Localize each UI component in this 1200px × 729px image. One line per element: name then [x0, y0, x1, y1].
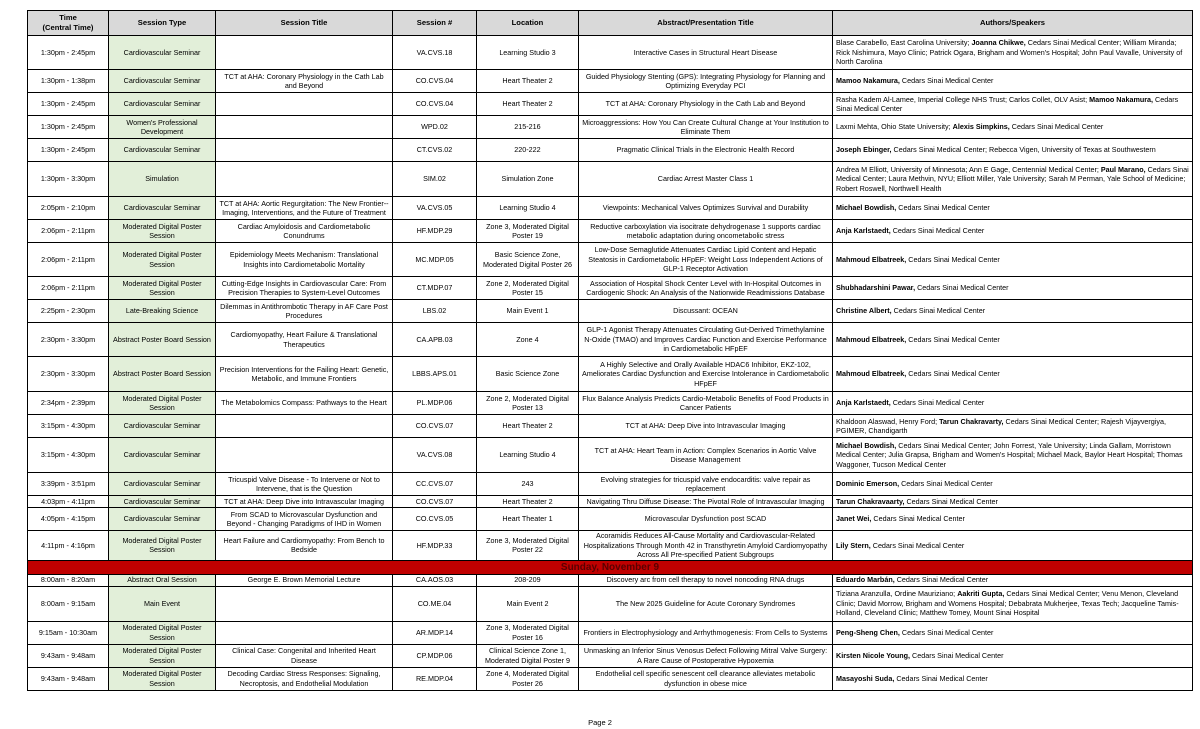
session-type-cell: Cardiovascular Seminar: [109, 93, 216, 116]
session-type-cell: Cardiovascular Seminar: [109, 197, 216, 220]
author-text: Cedars Sinai Medical Center: [891, 306, 986, 316]
session-type-cell: Moderated Digital Poster Session: [109, 621, 216, 644]
time-cell: 9:15am - 10:30am: [28, 621, 109, 644]
abstract-title-cell: Microvascular Dysfunction post SCAD: [579, 508, 833, 531]
authors-cell: [833, 70, 1193, 93]
session-title-cell: [216, 36, 393, 70]
author-text: Cedars Sinai Medical Center: [871, 514, 965, 524]
cedars-speaker-name: Peng-Sheng Chen,: [836, 627, 900, 637]
cedars-speaker-name: Anja Karlstaedt,: [836, 226, 891, 236]
session-title-cell: Cutting-Edge Insights in Cardiovascular Care: From Precision Therapies to System-Level Outcomes: [216, 277, 393, 300]
cedars-speaker-name: Janet Wei,: [836, 514, 872, 524]
session-number-cell: LBS.02: [393, 300, 477, 323]
authors-cell: [833, 139, 1193, 162]
abstract-title-cell: Endothelial cell specific senescent cell clearance alleviates metabolic dysfunction in obese mice: [579, 667, 833, 690]
location-cell: Zone 2, Moderated Digital Poster 13: [477, 392, 579, 415]
abstract-title-cell: The New 2025 Guideline for Acute Coronary Syndromes: [579, 586, 833, 621]
cedars-speaker-name: Joanna Chikwe,: [971, 38, 1026, 48]
session-type-cell: Moderated Digital Poster Session: [109, 667, 216, 690]
session-number-cell: CO.CVS.04: [393, 70, 477, 93]
table-row: [28, 531, 1193, 561]
table-row: [28, 116, 1193, 139]
day-band: Sunday, November 9: [28, 560, 1193, 574]
cedars-speaker-name: Tarun Chakravarty,: [939, 416, 1004, 426]
session-title-cell: [216, 415, 393, 438]
location-cell: 215-216: [477, 116, 579, 139]
location-cell: Zone 3, Moderated Digital Poster 16: [477, 621, 579, 644]
session-number-cell: SIM.02: [393, 162, 477, 197]
authors-cell: [833, 197, 1193, 220]
session-type-cell: Cardiovascular Seminar: [109, 70, 216, 93]
abstract-title-cell: Acoramidis Reduces All-Cause Mortality and Cardiovascular-Related Hospitalizations Through Month 42 in Transthyretin Amyloid Cardiomyopathy Across All Pre-specified Patient Subgroups: [579, 531, 833, 561]
time-cell: 9:43am - 9:48am: [28, 644, 109, 667]
session-title-cell: TCT at AHA: Coronary Physiology in the Cath Lab and Beyond: [216, 70, 393, 93]
session-title-cell: [216, 586, 393, 621]
cedars-speaker-name: Mamoo Nakamura,: [836, 76, 900, 86]
author-text: Cedars Sinai Medical Center: [894, 673, 988, 683]
authors-cell: [833, 162, 1193, 197]
author-text: Cedars Sinai Medical Center; William Miranda; Rick Nishimura, Mayo Clinic; Patrick Ogara, Brigham and Women's Hospital; John Paul Vavalle, University of North Carolina: [836, 38, 1183, 67]
session-type-cell: Simulation: [109, 162, 216, 197]
location-cell: Zone 3, Moderated Digital Poster 19: [477, 220, 579, 243]
abstract-title-cell: Flux Balance Analysis Predicts Cardio-Metabolic Benefits of Food Products in Cancer Patients: [579, 392, 833, 415]
session-type-cell: Moderated Digital Poster Session: [109, 277, 216, 300]
authors-cell: [833, 508, 1193, 531]
author-text: Cedars Sinai Medical Center: [836, 94, 1179, 113]
cedars-speaker-name: Aakriti Gupta,: [957, 589, 1005, 599]
sunday-rows: [28, 574, 1193, 690]
table-row: [28, 415, 1193, 438]
author-text: Cedars Sinai Medical Center: [899, 479, 993, 489]
abstract-title-cell: Viewpoints: Mechanical Valves Optimizes Survival and Durability: [579, 197, 833, 220]
table-row: [28, 197, 1193, 220]
table-row: [28, 162, 1193, 197]
abstract-title-cell: Microaggressions: How You Can Create Cultural Change at Your Institution to Eliminate Them: [579, 116, 833, 139]
cedars-speaker-name: Dominic Emerson,: [836, 479, 900, 489]
authors-cell: [833, 323, 1193, 357]
time-cell: 1:30pm - 2:45pm: [28, 93, 109, 116]
abstract-title-cell: Evolving strategies for tricuspid valve endocarditis: valve repair as replacement: [579, 473, 833, 496]
time-cell: 1:30pm - 2:45pm: [28, 36, 109, 70]
author-text: Blase Carabello, East Carolina University;: [836, 38, 972, 48]
time-cell: 2:06pm - 2:11pm: [28, 277, 109, 300]
time-cell: 3:39pm - 3:51pm: [28, 473, 109, 496]
author-text: Cedars Sinai Medical Center; John Forrest, Yale University; Linda Gallam, Morristown Medical Center; Julia Grapsa, Brigham and Women's Hospital; Michael Mack, Baylor Heart Hospital; Thomas Waggoner, Tucson Medical Center: [836, 440, 1183, 469]
time-cell: 4:03pm - 4:11pm: [28, 496, 109, 508]
session-number-cell: CT.CVS.02: [393, 139, 477, 162]
author-text: Cedars Sinai Medical Center: [1009, 122, 1104, 132]
table-row: [28, 574, 1193, 586]
location-cell: Learning Studio 3: [477, 36, 579, 70]
time-cell: 3:15pm - 4:30pm: [28, 415, 109, 438]
schedule-table: [27, 10, 1193, 691]
session-type-cell: Abstract Poster Board Session: [109, 357, 216, 392]
author-text: Cedars Sinai Medical Center; Venu Menon, Cleveland Clinic; David Morrow, Brigham and Womens Hospital; Debabrata Mukherjee, Texas Tech; Jacqueline Tamis-Holland, Cleveland Clinic; Matthew Tomey, Mount Sinai Hospital: [836, 589, 1179, 618]
author-text: Cedars Sinai Medical Center: [906, 334, 1000, 344]
cedars-speaker-name: Mahmoud Elbatreek,: [836, 334, 907, 344]
col-header-session-title: Session Title: [216, 11, 393, 36]
header-row: [28, 11, 1193, 36]
cedars-speaker-name: Paul Marano,: [1100, 164, 1146, 174]
session-number-cell: CT.MDP.07: [393, 277, 477, 300]
session-number-cell: VA.CVS.05: [393, 197, 477, 220]
col-header-session-number: Session #: [393, 11, 477, 36]
time-cell: 9:43am - 9:48am: [28, 667, 109, 690]
location-cell: Zone 4: [477, 323, 579, 357]
session-title-cell: Cardiomyopathy, Heart Failure & Translational Therapeutics: [216, 323, 393, 357]
location-cell: 208-209: [477, 574, 579, 586]
time-cell: 1:30pm - 3:30pm: [28, 162, 109, 197]
time-cell: 1:30pm - 2:45pm: [28, 139, 109, 162]
location-cell: 220-222: [477, 139, 579, 162]
time-cell: 2:25pm - 2:30pm: [28, 300, 109, 323]
table-row: [28, 300, 1193, 323]
location-cell: Heart Theater 2: [477, 93, 579, 116]
abstract-title-cell: Pragmatic Clinical Trials in the Electronic Health Record: [579, 139, 833, 162]
cedars-speaker-name: Tarun Chakravaarty,: [836, 496, 905, 506]
location-cell: Main Event 2: [477, 586, 579, 621]
session-number-cell: CO.CVS.04: [393, 93, 477, 116]
author-text: Tiziana Aranzulla, Ordine Mauriziano;: [836, 589, 958, 599]
session-number-cell: AR.MDP.14: [393, 621, 477, 644]
session-number-cell: CP.MDP.06: [393, 644, 477, 667]
session-type-cell: Abstract Oral Session: [109, 574, 216, 586]
cedars-speaker-name: Masayoshi Suda,: [836, 673, 895, 683]
authors-cell: [833, 621, 1193, 644]
session-title-cell: Epidemiology Meets Mechanism: Translational Insights into Cardiometabolic Mortality: [216, 243, 393, 277]
session-number-cell: CA.APB.03: [393, 323, 477, 357]
session-title-cell: [216, 139, 393, 162]
abstract-title-cell: GLP-1 Agonist Therapy Attenuates Circulating Gut-Derived Trimethylamine N-Oxide (TMAO) and Improves Cardiac Function and Exercise Performance in Cardiometabolic HFpEF: [579, 323, 833, 357]
session-type-cell: Late-Breaking Science: [109, 300, 216, 323]
location-cell: Heart Theater 2: [477, 70, 579, 93]
table-row: [28, 70, 1193, 93]
session-number-cell: RE.MDP.04: [393, 667, 477, 690]
author-text: Cedars Sinai Medical Center: [890, 398, 985, 408]
session-title-cell: From SCAD to Microvascular Dysfunction and Beyond - Changing Paradigms of IHD in Women: [216, 508, 393, 531]
cedars-speaker-name: Christine Albert,: [836, 306, 892, 316]
cedars-speaker-name: Joseph Ebinger,: [836, 145, 892, 155]
abstract-title-cell: Low-Dose Semaglutide Attenuates Cardiac Lipid Content and Hepatic Steatosis in Cardiometabolic HFpEF: Weight Loss Independent Actions of GLP-1 Receptor Activation: [579, 243, 833, 277]
abstract-title-cell: Unmasking an Inferior Sinus Venosus Defect Following Mitral Valve Surgery: A Rare Cause of Postoperative Hypoxemia: [579, 644, 833, 667]
authors-cell: [833, 392, 1193, 415]
location-cell: Zone 3, Moderated Digital Poster 22: [477, 531, 579, 561]
session-title-cell: Tricuspid Valve Disease - To Intervene or Not to Intervene, that is the Question: [216, 473, 393, 496]
abstract-title-cell: Frontiers in Electrophysiology and Arrhythmogenesis: From Cells to Systems: [579, 621, 833, 644]
abstract-title-cell: A Highly Selective and Orally Available HDAC6 Inhibitor, EKZ-102, Ameliorates Cardiac Dysfunction and Exercise Intolerance in Cardiometabolic HFpEF: [579, 357, 833, 392]
table-row: [28, 644, 1193, 667]
session-number-cell: MC.MDP.05: [393, 243, 477, 277]
time-cell: 2:34pm - 2:39pm: [28, 392, 109, 415]
cedars-speaker-name: Eduardo Marbán,: [836, 575, 895, 585]
session-number-cell: VA.CVS.08: [393, 438, 477, 473]
cedars-speaker-name: Michael Bowdish,: [836, 440, 897, 450]
authors-cell: [833, 644, 1193, 667]
abstract-title-cell: TCT at AHA: Deep Dive into Intravascular Imaging: [579, 415, 833, 438]
session-number-cell: WPD.02: [393, 116, 477, 139]
table-row: [28, 323, 1193, 357]
table-row: [28, 667, 1193, 690]
author-text: Cedars Sinai Medical Center: [910, 650, 1004, 660]
cedars-speaker-name: Kirsten Nicole Young,: [836, 650, 911, 660]
author-text: Andrea M Elliott, University of Minnesota; Ann E Gage, Centennial Medical Center;: [836, 164, 1101, 174]
table-row: [28, 438, 1193, 473]
schedule-sheet: [27, 10, 1192, 691]
authors-cell: [833, 243, 1193, 277]
table-row: [28, 93, 1193, 116]
time-cell: 1:30pm - 2:45pm: [28, 116, 109, 139]
session-title-cell: Heart Failure and Cardiomyopathy: From Bench to Bedside: [216, 531, 393, 561]
session-type-cell: Moderated Digital Poster Session: [109, 220, 216, 243]
session-type-cell: Cardiovascular Seminar: [109, 438, 216, 473]
session-title-cell: George E. Brown Memorial Lecture: [216, 574, 393, 586]
location-cell: Basic Science Zone: [477, 357, 579, 392]
day-band-section: [28, 560, 1193, 574]
author-text: Cedars Sinai Medical Center: [915, 283, 1009, 293]
location-cell: Heart Theater 2: [477, 415, 579, 438]
session-type-cell: Moderated Digital Poster Session: [109, 644, 216, 667]
authors-cell: [833, 277, 1193, 300]
authors-cell: [833, 357, 1193, 392]
session-title-cell: [216, 162, 393, 197]
cedars-speaker-name: Michael Bowdish,: [836, 203, 897, 213]
location-cell: Clinical Science Zone 1, Moderated Digital Poster 9: [477, 644, 579, 667]
cedars-speaker-name: Mahmoud Elbatreek,: [836, 369, 907, 379]
time-cell: 2:30pm - 3:30pm: [28, 357, 109, 392]
session-title-cell: Dilemmas in Antithrombotic Therapy in AF Care Post Procedures: [216, 300, 393, 323]
cedars-speaker-name: Lily Stern,: [836, 540, 871, 550]
author-text: Laxmi Mehta, Ohio State University;: [836, 122, 953, 132]
session-number-cell: PL.MDP.06: [393, 392, 477, 415]
time-cell: 2:30pm - 3:30pm: [28, 323, 109, 357]
author-text: Cedars Sinai Medical Center: [906, 369, 1000, 379]
session-title-cell: [216, 621, 393, 644]
session-title-cell: Clinical Case: Congenital and Inherited Heart Disease: [216, 644, 393, 667]
time-cell: 8:00am - 9:15am: [28, 586, 109, 621]
author-text: Cedars Sinai Medical Center: [870, 540, 965, 550]
abstract-title-cell: Guided Physiology Stenting (GPS): Integrating Physiology for Planning and Optimizing Everyday PCI: [579, 70, 833, 93]
table-row: [28, 36, 1193, 70]
col-header-abstract-title: Abstract/Presentation Title: [579, 11, 833, 36]
author-text: Cedars Sinai Medical Center; Rajesh Vijayvergiya, PGIMER, Chandigarth: [836, 416, 1166, 435]
authors-cell: [833, 531, 1193, 561]
authors-cell: [833, 116, 1193, 139]
abstract-title-cell: Discovery arc from cell therapy to novel noncoding RNA drugs: [579, 574, 833, 586]
author-text: Rasha Kadem Al-Lamee, Imperial College NHS Trust; Carlos Collet, OLV Asist;: [836, 94, 1090, 104]
session-number-cell: LBBS.APS.01: [393, 357, 477, 392]
session-type-cell: Cardiovascular Seminar: [109, 496, 216, 508]
time-cell: 2:06pm - 2:11pm: [28, 243, 109, 277]
session-title-cell: [216, 93, 393, 116]
abstract-title-cell: Cardiac Arrest Master Class 1: [579, 162, 833, 197]
cedars-speaker-name: Mamoo Nakamura,: [1089, 94, 1154, 104]
session-number-cell: CC.CVS.07: [393, 473, 477, 496]
session-title-cell: The Metabolomics Compass: Pathways to the Heart: [216, 392, 393, 415]
table-row: [28, 508, 1193, 531]
location-cell: Main Event 1: [477, 300, 579, 323]
cedars-speaker-name: Anja Karlstaedt,: [836, 398, 891, 408]
day-band-row: [28, 560, 1193, 574]
authors-cell: [833, 220, 1193, 243]
author-text: Cedars Sinai Medical Center: [894, 575, 989, 585]
location-cell: Zone 4, Moderated Digital Poster 26: [477, 667, 579, 690]
authors-cell: [833, 574, 1193, 586]
session-number-cell: CO.CVS.07: [393, 496, 477, 508]
session-number-cell: CO.CVS.07: [393, 415, 477, 438]
table-row: [28, 139, 1193, 162]
authors-cell: [833, 415, 1193, 438]
session-type-cell: Moderated Digital Poster Session: [109, 243, 216, 277]
col-header-session-type: Session Type: [109, 11, 216, 36]
location-cell: Heart Theater 1: [477, 508, 579, 531]
session-type-cell: Moderated Digital Poster Session: [109, 531, 216, 561]
session-type-cell: Moderated Digital Poster Session: [109, 392, 216, 415]
session-type-cell: Main Event: [109, 586, 216, 621]
session-type-cell: Abstract Poster Board Session: [109, 323, 216, 357]
time-cell: 2:05pm - 2:10pm: [28, 197, 109, 220]
table-row: [28, 621, 1193, 644]
abstract-title-cell: Interactive Cases in Structural Heart Disease: [579, 36, 833, 70]
session-number-cell: HF.MDP.29: [393, 220, 477, 243]
session-number-cell: CO.ME.04: [393, 586, 477, 621]
table-row: [28, 586, 1193, 621]
table-row: [28, 277, 1193, 300]
author-text: Khaldoon Alaswad, Henry Ford;: [836, 416, 940, 426]
page-number: Page 2: [588, 718, 612, 727]
col-header-authors: Authors/Speakers: [833, 11, 1193, 36]
author-text: Cedars Sinai Medical Center: [906, 254, 1000, 264]
abstract-title-cell: Reductive carboxylation via isocitrate dehydrogenase 1 supports cardiac metabolic adaptation during oncometabolic stress: [579, 220, 833, 243]
session-type-cell: Cardiovascular Seminar: [109, 508, 216, 531]
session-type-cell: Cardiovascular Seminar: [109, 415, 216, 438]
time-cell: 1:30pm - 1:38pm: [28, 70, 109, 93]
session-type-cell: Women's Professional Development: [109, 116, 216, 139]
cedars-speaker-name: Mahmoud Elbatreek,: [836, 254, 907, 264]
table-row: [28, 473, 1193, 496]
time-cell: 8:00am - 8:20am: [28, 574, 109, 586]
author-text: Cedars Sinai Medical Center: [904, 496, 998, 506]
location-cell: Basic Science Zone, Moderated Digital Poster 26: [477, 243, 579, 277]
session-title-cell: TCT at AHA: Deep Dive into Intravascular Imaging: [216, 496, 393, 508]
time-cell: 4:05pm - 4:15pm: [28, 508, 109, 531]
abstract-title-cell: TCT at AHA: Heart Team in Action: Complex Scenarios in Aortic Valve Disease Management: [579, 438, 833, 473]
table-row: [28, 357, 1193, 392]
time-cell: 3:15pm - 4:30pm: [28, 438, 109, 473]
session-number-cell: HF.MDP.33: [393, 531, 477, 561]
abstract-title-cell: Navigating Thru Diffuse Disease: The Pivotal Role of Intravascular Imaging: [579, 496, 833, 508]
authors-cell: [833, 496, 1193, 508]
location-cell: Zone 2, Moderated Digital Poster 15: [477, 277, 579, 300]
session-title-cell: TCT at AHA: Aortic Regurgitation: The New Frontier--Imaging, Interventions, and the Future of Treatment: [216, 197, 393, 220]
session-title-cell: [216, 438, 393, 473]
abstract-title-cell: TCT at AHA: Coronary Physiology in the Cath Lab and Beyond: [579, 93, 833, 116]
authors-cell: [833, 667, 1193, 690]
table-row: [28, 392, 1193, 415]
table-row: [28, 496, 1193, 508]
session-title-cell: Cardiac Amyloidosis and Cardiometabolic Conundrums: [216, 220, 393, 243]
col-header-location: Location: [477, 11, 579, 36]
authors-cell: [833, 586, 1193, 621]
author-text: Cedars Sinai Medical Center; Laura Methvin, NYU; Elliott Miller, Yale University; Sarah M Perman, Yale School of Medicine; Robert Roswell, Northwell Health: [836, 164, 1189, 193]
session-number-cell: VA.CVS.18: [393, 36, 477, 70]
col-header-time: Time (Central Time): [28, 11, 109, 36]
author-text: Cedars Sinai Medical Center: [890, 226, 985, 236]
session-title-cell: Decoding Cardiac Stress Responses: Signaling, Necroptosis, and Endothelial Modulation: [216, 667, 393, 690]
abstract-title-cell: Association of Hospital Shock Center Level with In-Hospital Outcomes in Cardiogenic Shock: An Analysis of the Nationwide Readmissions Database: [579, 277, 833, 300]
authors-cell: [833, 93, 1193, 116]
authors-cell: [833, 300, 1193, 323]
session-number-cell: CO.CVS.05: [393, 508, 477, 531]
location-cell: Learning Studio 4: [477, 438, 579, 473]
author-text: Cedars Sinai Medical Center: [899, 76, 994, 86]
authors-cell: [833, 473, 1193, 496]
table-row: [28, 220, 1193, 243]
session-title-cell: Precision Interventions for the Failing Heart: Genetic, Metabolic, and Immune Frontiers: [216, 357, 393, 392]
authors-cell: [833, 438, 1193, 473]
location-cell: 243: [477, 473, 579, 496]
cedars-speaker-name: Shubhadarshini Pawar,: [836, 283, 916, 293]
table-row: [28, 243, 1193, 277]
cedars-speaker-name: Alexis Simpkins,: [952, 122, 1010, 132]
location-cell: Heart Theater 2: [477, 496, 579, 508]
session-type-cell: Cardiovascular Seminar: [109, 139, 216, 162]
author-text: Cedars Sinai Medical Center: [896, 203, 990, 213]
session-title-cell: [216, 116, 393, 139]
abstract-title-cell: Discussant: OCEAN: [579, 300, 833, 323]
time-cell: 2:06pm - 2:11pm: [28, 220, 109, 243]
session-type-cell: Cardiovascular Seminar: [109, 36, 216, 70]
saturday-rows: [28, 36, 1193, 561]
authors-cell: [833, 36, 1193, 70]
location-cell: Learning Studio 4: [477, 197, 579, 220]
session-type-cell: Cardiovascular Seminar: [109, 473, 216, 496]
session-number-cell: CA.AOS.03: [393, 574, 477, 586]
author-text: Cedars Sinai Medical Center; Rebecca Vigen, University of Texas at Southwestern: [891, 145, 1156, 155]
time-cell: 4:11pm - 4:16pm: [28, 531, 109, 561]
location-cell: Simulation Zone: [477, 162, 579, 197]
author-text: Cedars Sinai Medical Center: [899, 627, 994, 637]
